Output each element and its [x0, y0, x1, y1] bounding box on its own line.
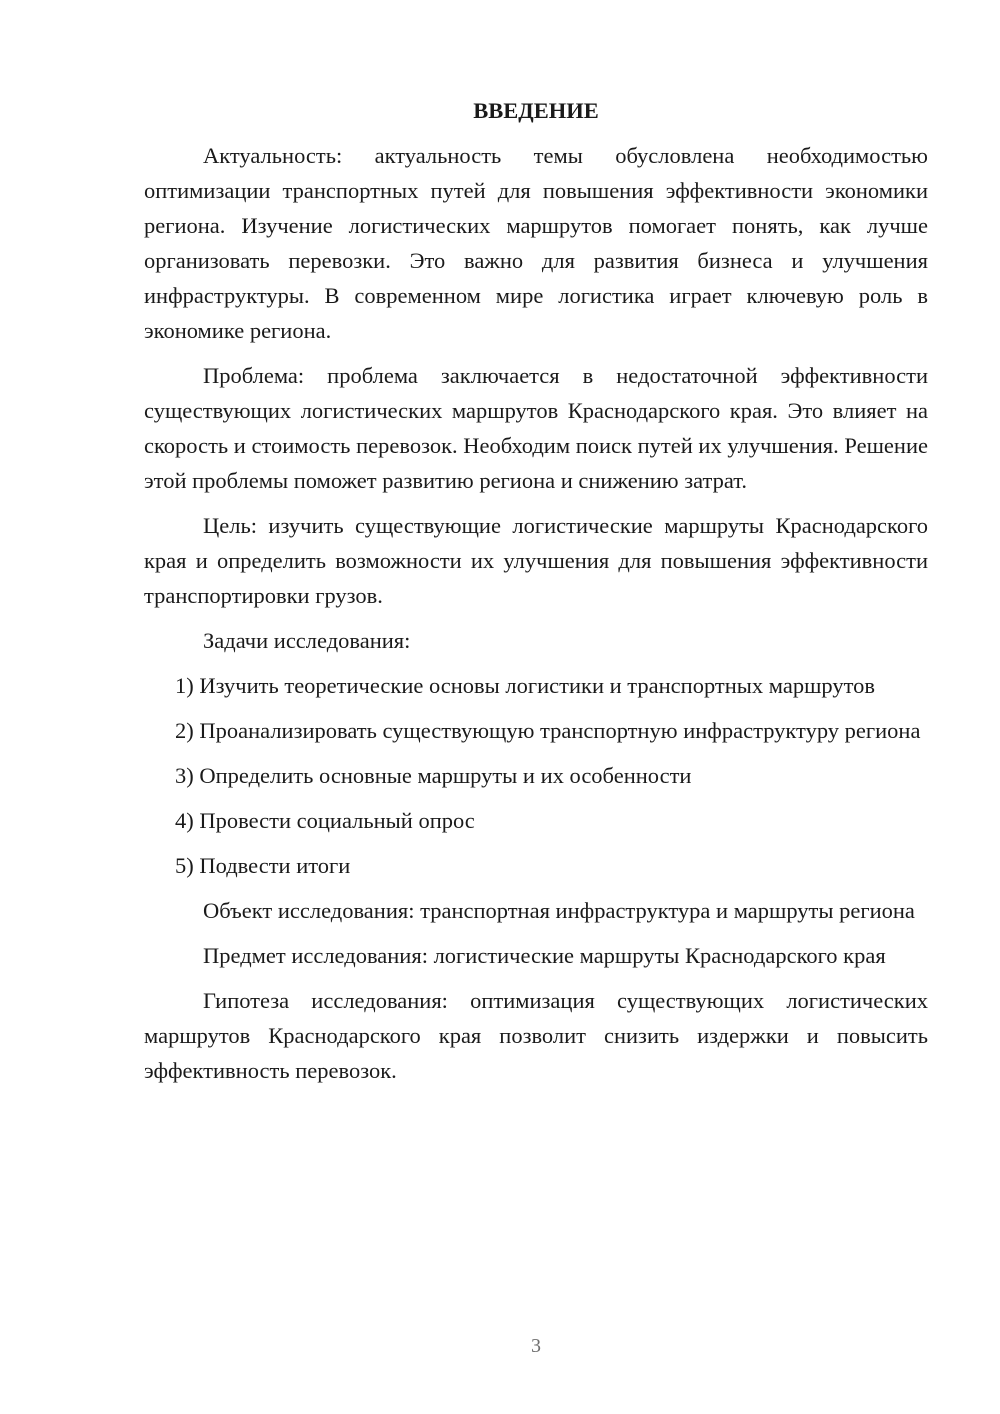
task-item: 2) Проанализировать существующую транспортную инфраструктуру региона: [175, 718, 921, 743]
problem-paragraph: Проблема: проблема заключается в недостаточной эффективности существующих логистических маршрутов Краснодарского края. Это влияет на скорость и стоимость перевозок. Необходим поиск путей их улучшения. Решение этой проблемы поможет развитию региона и снижению затрат.: [144, 363, 928, 493]
hypothesis-paragraph: Гипотеза исследования: оптимизация существующих логистических маршрутов Краснодарского края позволит снизить издержки и повысить эффективность перевозок.: [144, 988, 928, 1083]
task-item: 5) Подвести итоги: [175, 853, 351, 878]
task-item: 3) Определить основные маршруты и их особенности: [175, 763, 692, 788]
task-item: 1) Изучить теоретические основы логистики и транспортных маршрутов: [175, 673, 876, 698]
tasks-title: Задачи исследования:: [203, 628, 411, 653]
goal-paragraph: Цель: изучить существующие логистические маршруты Краснодарского края и определить возможности их улучшения для повышения эффективности транспортировки грузов.: [144, 513, 928, 608]
subject-paragraph: Предмет исследования: логистические маршруты Краснодарского края: [203, 943, 886, 968]
object-paragraph: Объект исследования: транспортная инфраструктура и маршруты региона: [203, 898, 915, 923]
task-item: 4) Провести социальный опрос: [175, 808, 475, 833]
section-heading: ВВЕДЕНИЕ: [473, 98, 599, 123]
relevance-paragraph: Актуальность: актуальность темы обусловлена необходимостью оптимизации транспортных путей для повышения эффективности экономики региона. Изучение логистических маршрутов помогает понять, как лучше организовать перевозки. Это важно для развития бизнеса и улучшения инфраструктуры. В современном мире логистика играет ключевую роль в экономике региона.: [144, 143, 928, 343]
page-number: 3: [531, 1335, 541, 1357]
page-content: [144, 93, 928, 1098]
